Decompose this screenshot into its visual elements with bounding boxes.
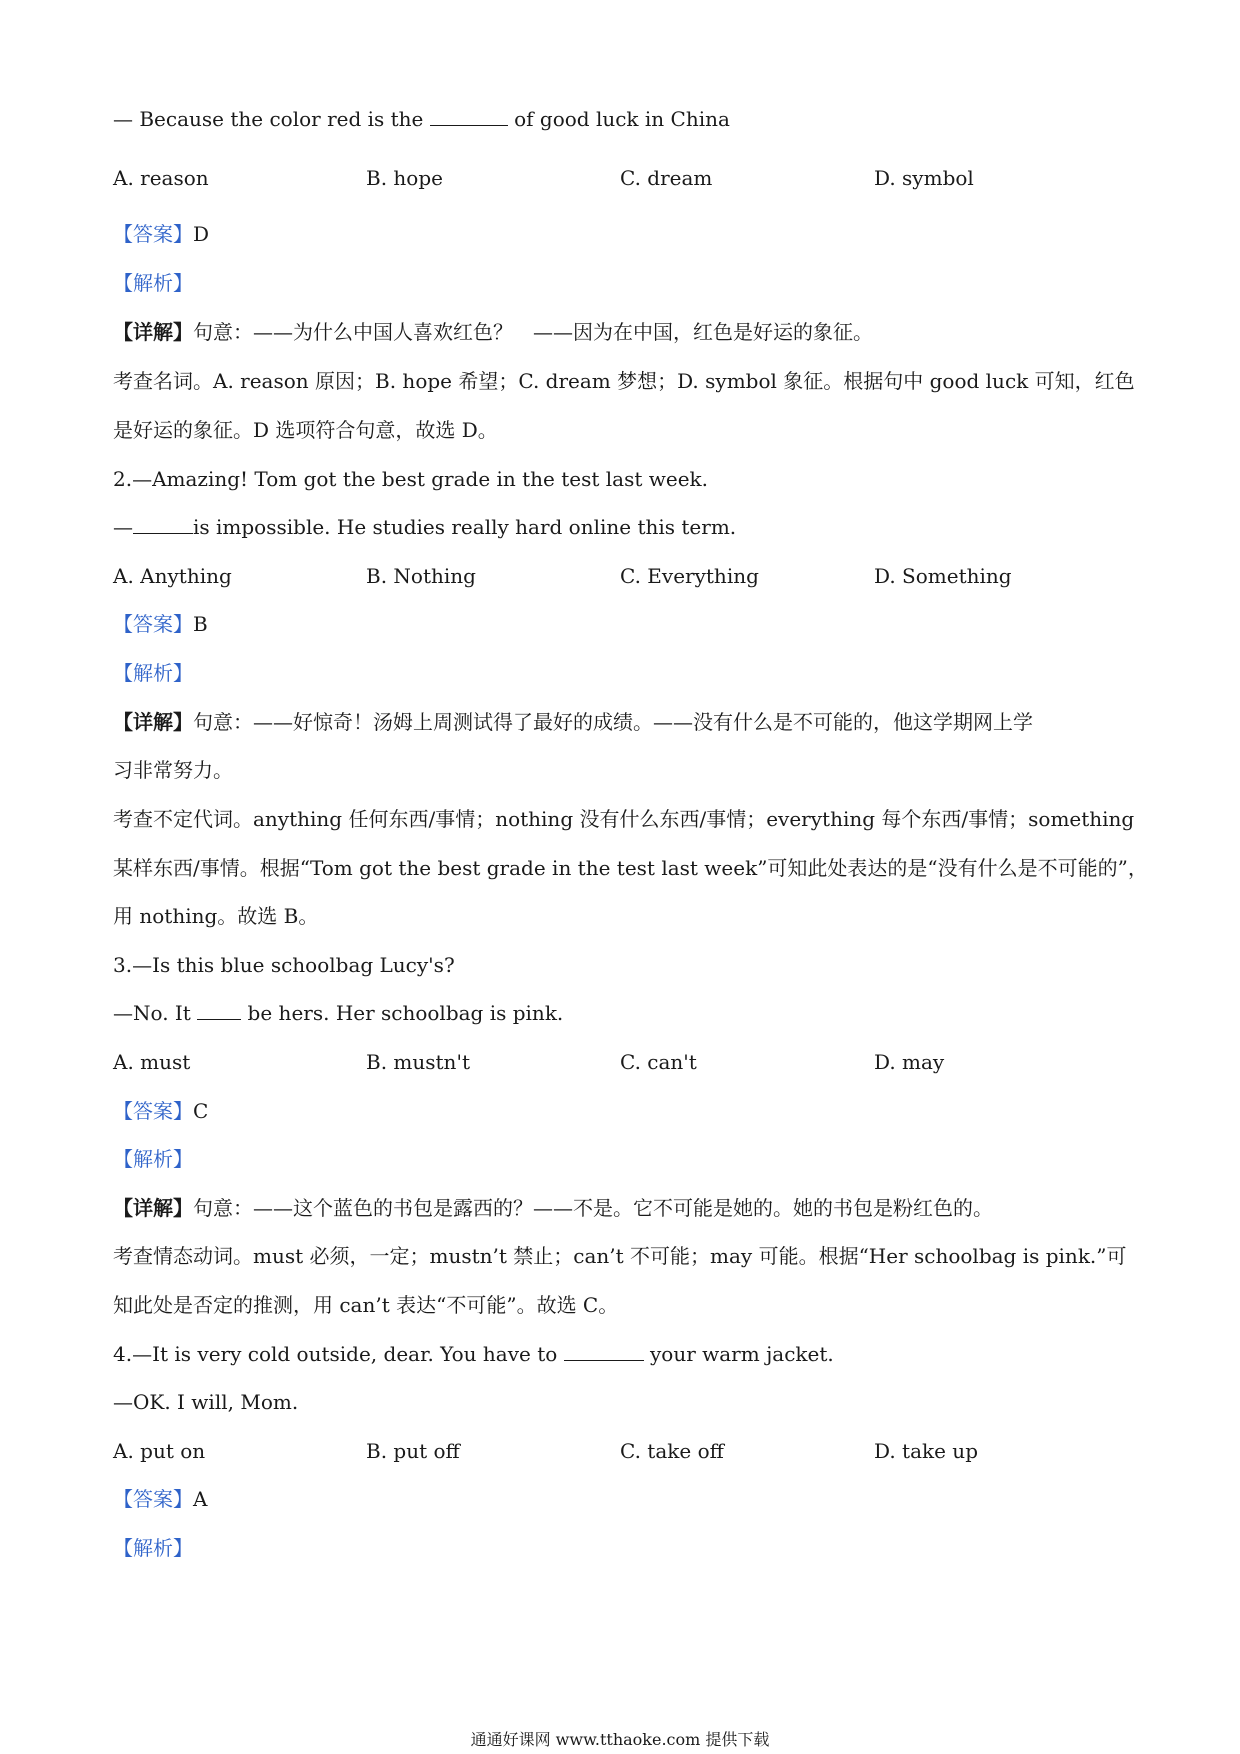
answer-label: 【答案】 — [113, 612, 193, 636]
q3-option-d: D. may — [874, 1050, 945, 1074]
q3-option-b: B. mustn't — [366, 1050, 470, 1074]
q1-option-b: B. hope — [366, 166, 443, 190]
q2-explain-line-2: 某样东西/事情。根据“Tom got the best grade in the test last week”可知此处表达的是“没有什么是不可能的”， — [113, 856, 1148, 880]
q1-option-c: C. dream — [620, 166, 713, 190]
q2-explain-line-1: 考查不定代词。anything 任何东西/事情；nothing 没有什么东西/事情；everything 每个东西/事情；something — [113, 807, 1135, 831]
q1-answer — [113, 221, 209, 247]
detail-label: 【详解】 — [113, 320, 193, 344]
q1-option-a: A. reason — [113, 166, 209, 190]
q2-answer — [113, 611, 208, 637]
q2-option-c: C. Everything — [620, 564, 759, 588]
q2-option-b: B. Nothing — [366, 564, 476, 588]
answer-label: 【答案】 — [113, 222, 193, 246]
q3-option-c: C. can't — [620, 1050, 697, 1074]
answer-value: B — [193, 612, 208, 636]
q2-detail-line-1: 【详解】句意：——好惊奇！汤姆上周测试得了最好的成绩。——没有什么是不可能的，他这学期网上学 — [113, 710, 1033, 734]
q3-line-1: 3.—Is this blue schoolbag Lucy's? — [113, 953, 455, 977]
q1-option-d: D. symbol — [874, 166, 974, 190]
q3-explain-line-1: 考查情态动词。must 必须，一定；mustn’t 禁止；can’t 不可能；may 可能。根据“Her schoolbag is pink.”可 — [113, 1244, 1127, 1268]
detail-label: 【详解】 — [113, 710, 193, 734]
answer-value: C — [193, 1099, 209, 1123]
q3-line-2: —No. It be hers. Her schoolbag is pink. — [113, 1001, 564, 1025]
q4-option-a: A. put on — [113, 1439, 206, 1463]
q3-answer — [113, 1098, 208, 1124]
q2-explain-line-3: 用 nothing。故选 B。 — [113, 904, 319, 928]
q4-analysis-label: 【解析】 — [113, 1536, 193, 1560]
q2-analysis-label: 【解析】 — [113, 661, 193, 685]
answer-blank — [197, 1001, 241, 1020]
answer-blank — [430, 107, 508, 126]
answer-value: D — [193, 222, 210, 246]
q2-option-a: A. Anything — [113, 564, 232, 588]
q4-option-d: D. take up — [874, 1439, 978, 1463]
q4-line-2: —OK. I will, Mom. — [113, 1390, 299, 1414]
q1-explain-line-1: 考查名词。A. reason 原因；B. hope 希望；C. dream 梦想；D. symbol 象征。根据句中 good luck 可知，红色 — [113, 369, 1135, 393]
q2-line-1: 2.—Amazing! Tom got the best grade in the test last week. — [113, 467, 709, 491]
q2-detail-line-2: 习非常努力。 — [113, 758, 233, 782]
q4-option-b: B. put off — [366, 1439, 460, 1463]
answer-blank — [564, 1342, 644, 1361]
q2-line-2: — is impossible. He studies really hard online this term. — [113, 515, 737, 539]
page-footer: 通通好课网 www.tthaoke.com 提供下载 — [470, 1730, 770, 1749]
q1-explain-line-2: 是好运的象征。D 选项符合句意，故选 D。 — [113, 418, 498, 442]
answer-value: A — [193, 1487, 208, 1511]
q4-option-c: C. take off — [620, 1439, 724, 1463]
q1-line: — Because the color red is the of good luck in China — [113, 107, 730, 131]
q1-analysis-label: 【解析】 — [113, 271, 193, 295]
q2-option-d: D. Something — [874, 564, 1012, 588]
answer-label: 【答案】 — [113, 1099, 193, 1123]
q3-analysis-label: 【解析】 — [113, 1147, 193, 1171]
q3-detail: 【详解】句意：——这个蓝色的书包是露西的？——不是。它不可能是她的。她的书包是粉红色的。 — [113, 1196, 993, 1220]
q4-line-1: 4.—It is very cold outside, dear. You have to your warm jacket. — [113, 1342, 834, 1366]
q4-answer — [113, 1486, 207, 1512]
q3-option-a: A. must — [113, 1050, 191, 1074]
answer-label: 【答案】 — [113, 1487, 193, 1511]
q3-explain-line-2: 知此处是否定的推测，用 can’t 表达“不可能”。故选 C。 — [113, 1293, 619, 1317]
q1-detail: 【详解】句意：——为什么中国人喜欢红色？ ——因为在中国，红色是好运的象征。 — [113, 320, 873, 344]
answer-blank — [133, 515, 193, 534]
detail-label: 【详解】 — [113, 1196, 193, 1220]
